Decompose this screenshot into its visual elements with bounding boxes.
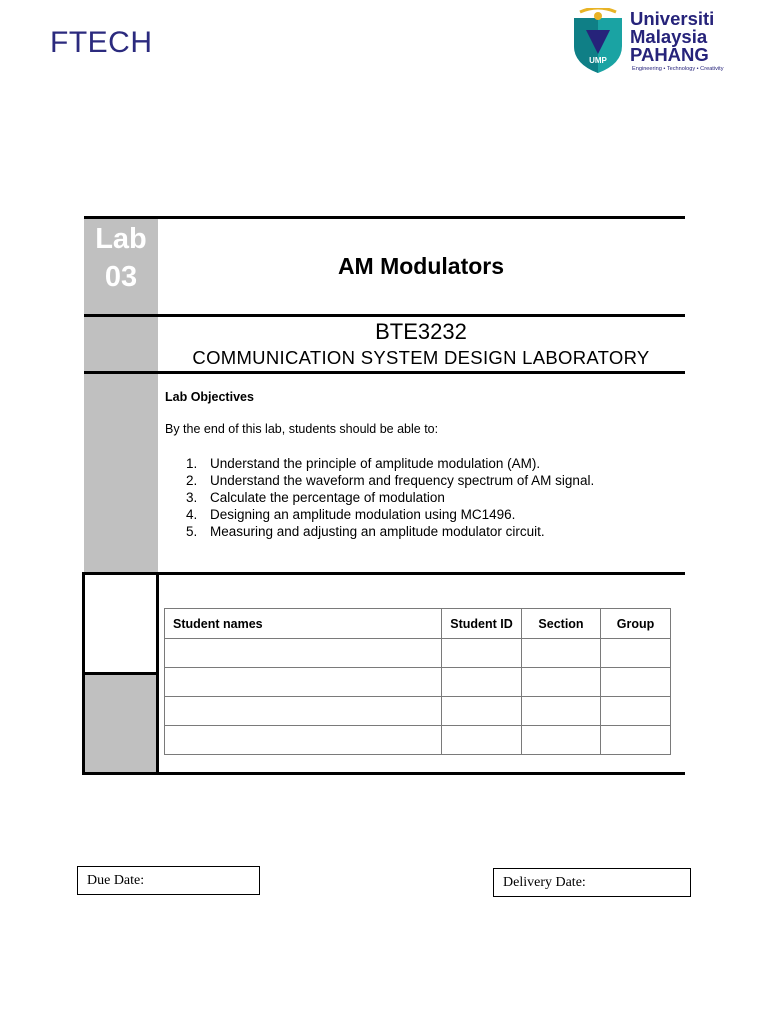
objective-item: 3. Calculate the percentage of modulation [186, 490, 445, 505]
due-date-label: Due Date: [87, 873, 145, 888]
col-group: Group [601, 609, 671, 639]
left-gray-block-bottom [84, 674, 158, 774]
lab-label-number: 03 [104, 261, 138, 293]
faculty-name: FTECH [50, 26, 153, 59]
university-line-1: Universiti [630, 8, 715, 29]
logo-badge-text: UMP [589, 56, 607, 65]
cell-group[interactable] [601, 697, 671, 726]
table-header-row [165, 609, 671, 639]
course-code: BTE3232 [375, 319, 467, 344]
col-student-id: Student ID [442, 609, 522, 639]
lab-number [84, 220, 158, 296]
cell-group[interactable] [601, 668, 671, 697]
cell-student-name[interactable] [165, 668, 442, 697]
table-row [165, 668, 671, 697]
objectives-list [186, 455, 594, 540]
university-logo [572, 6, 732, 74]
rule-bottom [84, 772, 685, 775]
rule-after-title [84, 314, 685, 317]
objectives-heading: Lab Objectives [165, 390, 254, 404]
objective-item: 2. Understand the waveform and frequency spectrum of AM signal. [186, 473, 595, 488]
ump-shield-icon [572, 8, 624, 74]
cell-student-name[interactable] [165, 726, 442, 755]
objective-item: 5. Measuring and adjusting an amplitude modulator circuit. [186, 524, 545, 539]
left-border-lower [82, 572, 85, 775]
cell-section[interactable] [522, 726, 601, 755]
cell-section[interactable] [522, 668, 601, 697]
cell-section[interactable] [522, 697, 601, 726]
col-section: Section [522, 609, 601, 639]
cell-section[interactable] [522, 639, 601, 668]
objective-item: 1. Understand the principle of amplitude modulation (AM). [186, 456, 541, 471]
university-tagline: Engineering • Technology • Creativity [632, 66, 724, 72]
rule-top [84, 216, 685, 219]
lab-label-word: Lab [95, 223, 147, 255]
table-row [165, 697, 671, 726]
cell-student-name[interactable] [165, 697, 442, 726]
table-row [165, 726, 671, 755]
university-line-2: Malaysia [630, 26, 708, 47]
rule-left-split [84, 672, 158, 675]
student-table [164, 608, 671, 755]
cell-student-id[interactable] [442, 726, 522, 755]
university-name [630, 10, 714, 64]
rule-after-course [84, 371, 685, 374]
inner-border-lower [156, 572, 159, 775]
lab-title: AM Modulators [337, 253, 505, 279]
university-line-3: PAHANG [630, 44, 709, 65]
cell-group[interactable] [601, 726, 671, 755]
table-row [165, 639, 671, 668]
rule-after-objectives [84, 572, 685, 575]
objectives-intro: By the end of this lab, students should be able to: [165, 422, 439, 436]
col-student-names: Student names [165, 609, 442, 639]
cell-group[interactable] [601, 639, 671, 668]
cell-student-id[interactable] [442, 668, 522, 697]
cell-student-id[interactable] [442, 639, 522, 668]
cell-student-id[interactable] [442, 697, 522, 726]
delivery-date-label: Delivery Date: [503, 875, 586, 890]
delivery-date-field[interactable] [493, 868, 691, 897]
course-name: COMMUNICATION SYSTEM DESIGN LABORATORY [192, 347, 650, 368]
objective-item: 4. Designing an amplitude modulation using MC1496. [186, 507, 516, 522]
due-date-field[interactable] [77, 866, 260, 895]
cell-student-name[interactable] [165, 639, 442, 668]
